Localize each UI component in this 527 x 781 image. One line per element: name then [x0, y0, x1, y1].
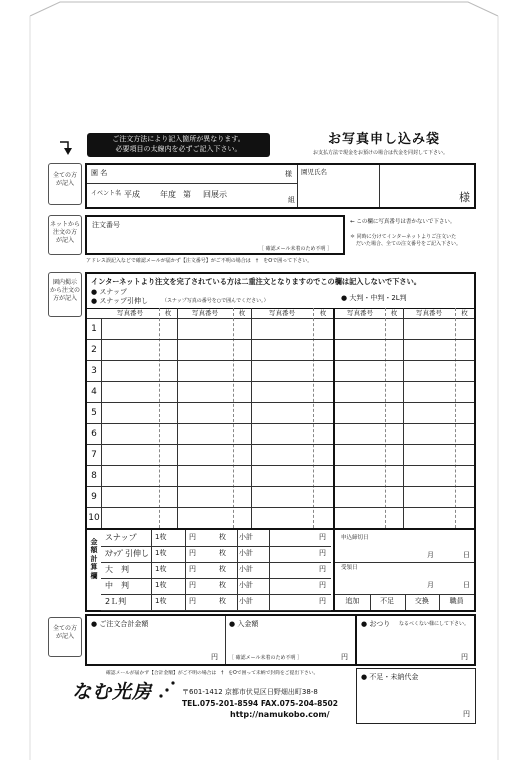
page-title: お写真申し込み袋: [328, 132, 441, 147]
calc-row: [101, 578, 331, 595]
event-label: イベント名: [91, 190, 122, 197]
child-name-field[interactable]: [301, 177, 461, 205]
row-number: 9: [91, 492, 97, 502]
col-header: 枚: [461, 309, 468, 317]
col-header: 写真番号: [117, 309, 143, 317]
sama-label-2: 様: [459, 191, 470, 204]
change-label: ● おつり: [361, 620, 391, 628]
row-number: 1: [91, 324, 97, 334]
snap-table: [87, 308, 333, 528]
company-tel: TEL.075-201-8594 FAX.075-204-8502: [182, 699, 338, 708]
side-label-line: が記入: [55, 237, 74, 245]
large-table: [335, 308, 474, 528]
calc-qty: 枚: [219, 581, 226, 589]
calc-subtotal-label: 小計: [239, 565, 253, 573]
change-yen: 円: [461, 653, 468, 661]
row-number: 2: [91, 345, 97, 355]
calc-yen: 円: [319, 597, 326, 605]
calc-side-char: 欄: [90, 571, 98, 580]
basic-info-box: [85, 163, 476, 209]
deposit-label: ● 入金額: [229, 620, 259, 628]
side-label-line: が記入: [55, 633, 74, 641]
order-confirm-hint: ［ 確認メール未着のため不明 ］: [259, 246, 333, 252]
received-month: 月: [427, 581, 434, 589]
side-label-board: [48, 272, 82, 317]
row-number: 5: [91, 408, 97, 418]
row-number: 3: [91, 366, 97, 376]
shortage-yen: 円: [463, 710, 470, 718]
payment-note: 確認メールが届かず【合計金額】がご不明の場合は † をOで囲って未納で封筒をご提出下さい。: [106, 671, 319, 676]
row-number: 6: [91, 429, 97, 439]
row-number: 10: [88, 513, 100, 523]
calc-subtotal-label: 小計: [239, 581, 253, 589]
calc-item-label: 中 判: [105, 581, 129, 590]
calc-side-char: 金: [90, 538, 98, 546]
child-name-label: 園児氏名: [301, 168, 327, 176]
order-note-2a: ＊ 同時に分けてインターネットよりご注文いた: [350, 234, 457, 240]
side-label-all: [48, 163, 82, 205]
company-url: http://namukobo.com/: [230, 710, 330, 719]
col-header: 枚: [238, 309, 246, 317]
side-label-all-2: [48, 617, 82, 657]
large-print-label: ● 大判・中判・2L判: [341, 294, 407, 302]
calc-yen: 円: [319, 533, 326, 541]
row-number: 7: [91, 450, 97, 460]
col-header: 写真番号: [192, 309, 218, 317]
calc-item-label: ｽﾅｯﾌﾟ引伸し: [105, 549, 149, 558]
side-label-net: [48, 215, 82, 255]
school-name-label: 園 名: [91, 169, 108, 177]
calc-unit: 1枚: [155, 533, 167, 541]
calc-unit: 1枚: [155, 549, 167, 557]
calc-qty: 枚: [219, 533, 226, 541]
col-header: 写真番号: [347, 309, 373, 317]
side-label-line: 全ての方: [52, 625, 77, 632]
snap-label: ● スナップ: [91, 288, 128, 296]
deposit-yen: 円: [341, 653, 348, 661]
calc-row: [101, 546, 331, 563]
board-order-box: [85, 272, 476, 612]
dai-label: 第: [183, 190, 191, 199]
col-header: 枚: [319, 309, 327, 317]
received-label: 受領日: [341, 565, 358, 571]
calc-yen: 円: [189, 581, 196, 589]
sama-label: 様: [285, 170, 292, 178]
col-header: 写真番号: [269, 309, 295, 317]
calc-row: [101, 594, 331, 611]
order-note-1: ← この欄に写真番号は書かないで下さい。: [350, 219, 456, 225]
status-cell[interactable]: 不足: [380, 597, 395, 605]
row-number: 8: [91, 471, 97, 481]
banner-line1: ご注文方法により記入箇所が異なります。: [112, 135, 245, 143]
row-number: 4: [91, 387, 97, 397]
down-arrow-icon: [56, 140, 72, 158]
calc-yen: 円: [319, 549, 326, 557]
calc-side-char: 算: [90, 563, 98, 572]
side-label-line: 全ての方: [52, 172, 77, 179]
side-label-line: 方が記入: [52, 295, 77, 303]
deadline-label: 申込締切日: [341, 535, 369, 541]
kumi-label: 組: [288, 196, 295, 204]
shortage-box[interactable]: [356, 668, 476, 724]
calc-item-label: 大 判: [105, 565, 129, 574]
address-note: アドレス誤記入などで確認メールが届かず【注文番号】がご不明の場合は † をOで囲って下さい。: [86, 258, 313, 264]
kai-label: 回展示: [203, 190, 227, 199]
page-subtitle: お支払方法で現金をお預けの場合は代金を同封して下さい。: [313, 150, 449, 156]
calc-yen: 円: [319, 565, 326, 573]
calc-unit: 1枚: [155, 565, 167, 573]
received-day: 日: [463, 581, 470, 589]
calc-yen: 円: [189, 533, 196, 541]
calc-yen: 円: [189, 565, 196, 573]
school-name-field[interactable]: [113, 167, 283, 181]
calc-subtotal-label: 小計: [239, 549, 253, 557]
calc-side-char: 額: [90, 546, 98, 555]
calc-item-label: 2Ｌ判: [105, 597, 127, 606]
calc-item-label: スナップ: [105, 533, 137, 542]
nendo-label: 年度: [160, 190, 176, 199]
heisei-label: 平成: [124, 190, 140, 199]
calc-row: [101, 562, 331, 579]
deposit-hint: ［ 確認メール未着のため不明 ］: [229, 655, 303, 661]
calc-yen: 円: [189, 597, 196, 605]
side-label-line: が記入: [55, 180, 74, 188]
deadline-day: 日: [463, 551, 470, 559]
company-logo: なむ光房: [72, 681, 153, 703]
sparkle-icon: [157, 678, 177, 702]
board-heading: インターネットより注文を完了されている方は二重注文となりますのでこの欄は記入しないで下さい。: [91, 277, 421, 286]
calc-subtotal-label: 小計: [239, 533, 253, 541]
total-yen: 円: [211, 653, 218, 661]
shortage-label: ● 不足・未納代金: [361, 673, 419, 681]
status-cell[interactable]: 追加: [345, 597, 360, 605]
snap-set-label: ● スナップ引伸し: [91, 297, 149, 305]
calc-qty: 枚: [219, 549, 226, 557]
calc-unit: 1枚: [155, 597, 167, 605]
status-cell[interactable]: 交換: [414, 597, 429, 605]
side-label-line: 園内掲示: [52, 279, 77, 286]
calc-qty: 枚: [219, 565, 226, 573]
calc-side-char: 計: [90, 554, 98, 563]
order-note-2b: だいた場合、全ての注文番号をご記入下さい。: [356, 241, 462, 247]
col-header: 写真番号: [416, 309, 442, 317]
calc-side-label: [89, 538, 99, 580]
calc-unit: 1枚: [155, 581, 167, 589]
side-label-line: 注文の方: [52, 229, 77, 237]
calc-row: [101, 530, 331, 547]
side-label-line: ネットから: [49, 221, 80, 228]
company-address: 〒601-1412 京都市伏見区日野畑出町38-8: [182, 688, 318, 696]
col-header: 枚: [390, 309, 398, 317]
calc-subtotal-label: 小計: [239, 597, 253, 605]
status-cell[interactable]: 職員: [449, 597, 464, 605]
banner-line2: 必要項目の太線内を必ずご記入下さい。: [115, 145, 242, 153]
total-label: ● ご注文合計金額: [91, 620, 149, 628]
col-header: 枚: [164, 309, 172, 317]
order-number-box[interactable]: [85, 215, 345, 255]
side-label-line: から注文の: [49, 287, 80, 295]
instruction-banner: [87, 133, 270, 157]
deadline-month: 月: [427, 551, 434, 559]
change-note: なるべくない様にして下さい。: [399, 621, 470, 627]
order-number-label: 注文番号: [92, 221, 120, 229]
payment-box: [85, 614, 476, 666]
calc-yen: 円: [189, 549, 196, 557]
calc-yen: 円: [319, 581, 326, 589]
calc-qty: 枚: [219, 597, 226, 605]
snap-set-note: （スナップ写真の番号を○で囲んでください。）: [162, 298, 269, 304]
